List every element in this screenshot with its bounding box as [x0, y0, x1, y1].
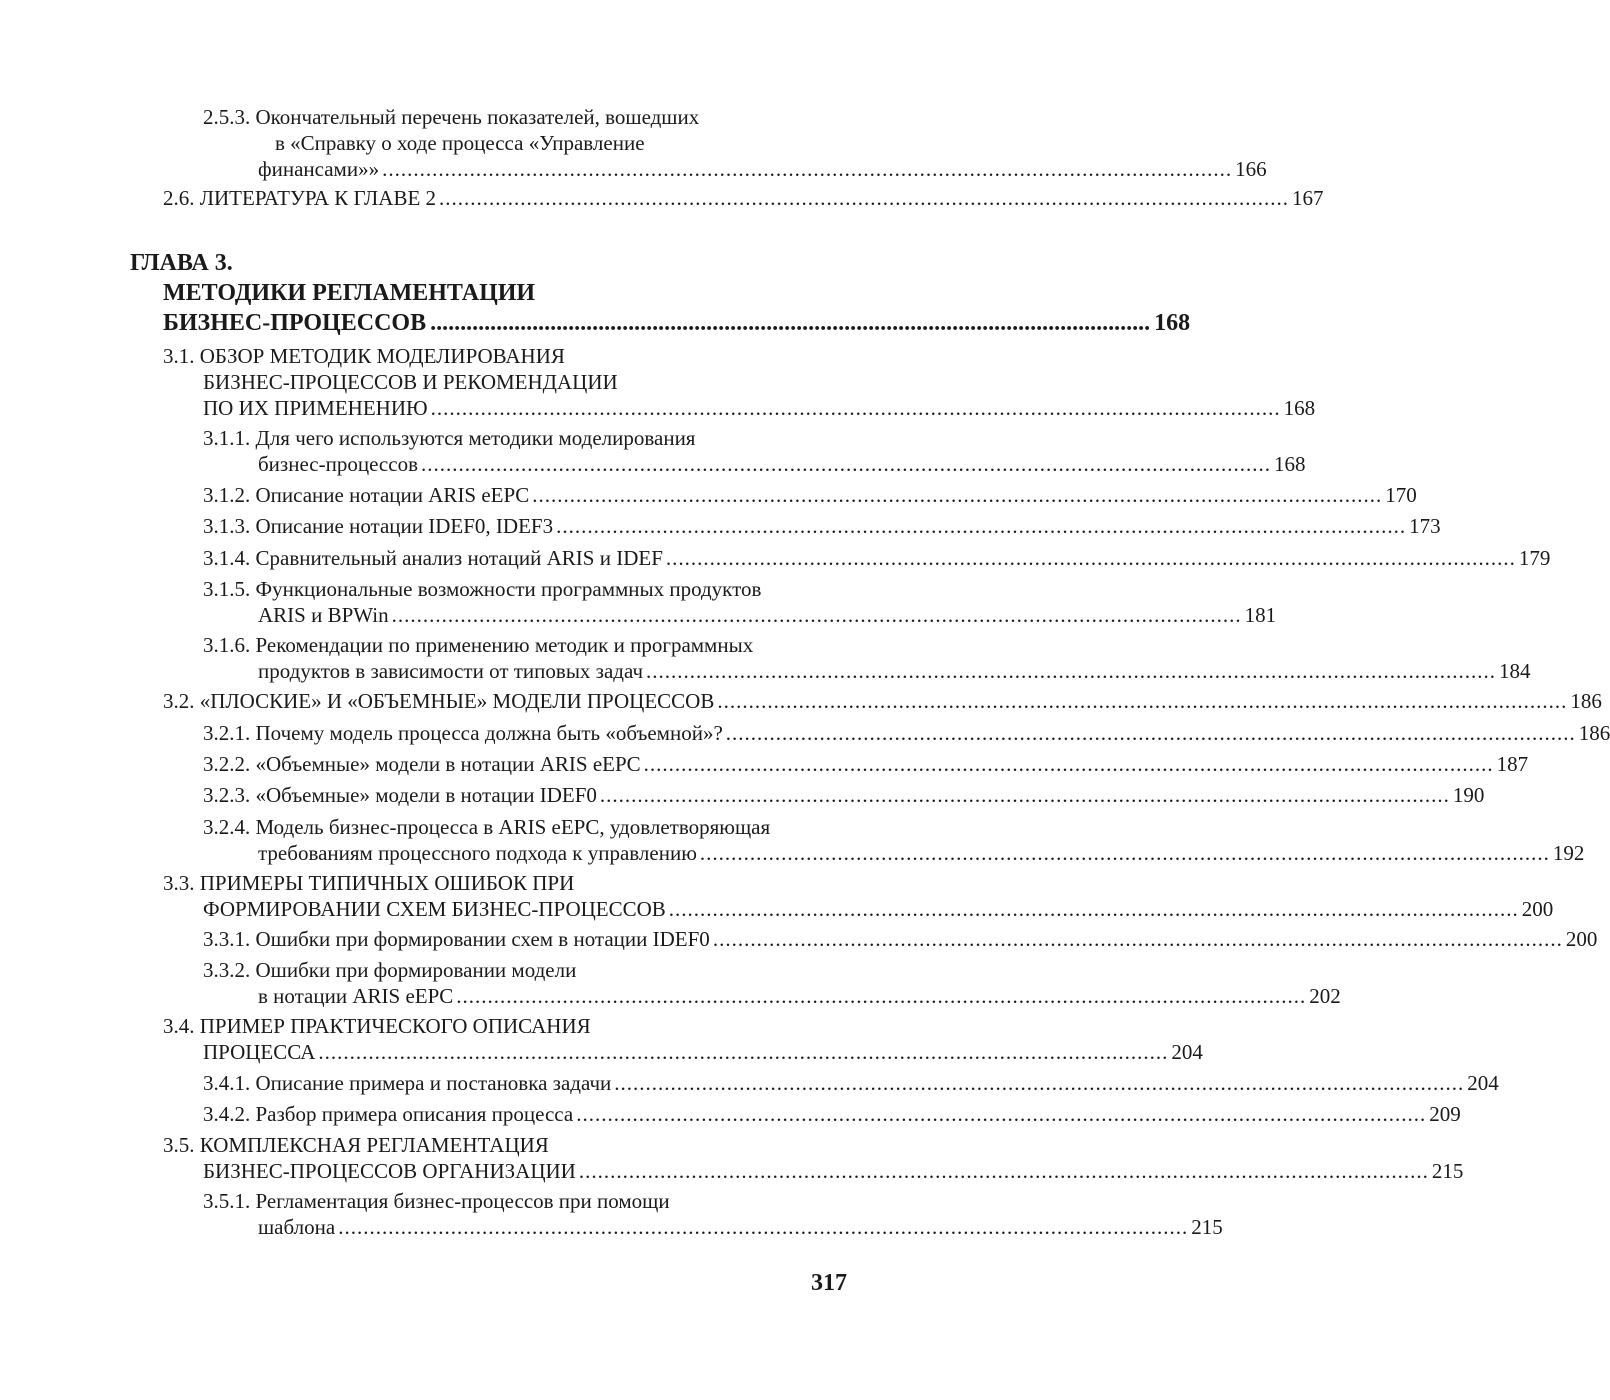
dot-leader: ........................................................................................................................................: [712, 927, 1563, 951]
toc-entry-3-2-4: [203, 814, 1585, 866]
toc-entry-3-1-3: [203, 513, 1441, 539]
toc-page-number: 186: [1578, 721, 1610, 745]
toc-number: 3.1.3.: [203, 514, 251, 538]
toc-title-line: КОМПЛЕКСНАЯ РЕГЛАМЕНТАЦИЯ: [199, 1133, 549, 1157]
toc-entry-3-3-2: [203, 957, 1341, 1009]
toc-entry-3-4-1: [203, 1070, 1499, 1096]
toc-entry-3-2-3: [203, 782, 1485, 808]
dot-leader: ........................................................................................................................................: [532, 483, 1383, 507]
toc-page-number: 168: [1283, 396, 1316, 420]
toc-title-line: Сравнительный анализ нотаций ARIS и IDEF: [255, 546, 663, 570]
toc-number: 2.6.: [163, 186, 195, 210]
toc-entry-3-1-5: [203, 576, 1277, 628]
toc-page-number: 184: [1499, 659, 1531, 683]
toc-title-line: шаблона: [258, 1215, 336, 1239]
toc-title-line: продуктов в зависимости от типовых задач: [258, 659, 644, 683]
toc-page-number: 173: [1409, 514, 1441, 538]
toc-entry-3-2-1: [203, 720, 1610, 746]
dot-leader: ........................................................................................................................................: [643, 752, 1494, 776]
toc-title-line: ОБЗОР МЕТОДИК МОДЕЛИРОВАНИЯ: [199, 344, 565, 368]
toc-number: 3.3.2.: [203, 958, 251, 982]
toc-number: 3.1.1.: [203, 426, 251, 450]
toc-entry-3-1-4: [203, 545, 1551, 571]
toc-number: 3.1.4.: [203, 546, 251, 570]
toc-title-line: финансами»»: [258, 157, 380, 181]
toc-title-line: Ошибки при формировании модели: [255, 958, 577, 982]
toc-title-line: Описание нотации ARIS eEPC: [255, 483, 530, 507]
toc-entry-3-2-2: [203, 751, 1529, 777]
toc-page-number: 168: [1274, 452, 1306, 476]
toc-page-number: 215: [1431, 1159, 1464, 1183]
toc-entry-3-1: [163, 343, 1316, 421]
toc-page-number: 186: [1570, 689, 1602, 713]
dot-leader: ........................................................................................................................................: [665, 546, 1516, 570]
toc-title-line: БИЗНЕС-ПРОЦЕССОВ ОРГАНИЗАЦИИ: [203, 1159, 576, 1183]
toc-number: 3.2.3.: [203, 783, 251, 807]
toc-entry-3-4: [163, 1013, 1203, 1065]
dot-leader: ........................................................................................................................................: [699, 841, 1550, 865]
toc-page-number: 202: [1309, 984, 1341, 1008]
toc-title-line: Описание примера и постановка задачи: [255, 1071, 612, 1095]
dot-leader: ........................................................................................................................................: [668, 897, 1519, 921]
toc-title-line: Для чего используются методики моделирования: [255, 426, 696, 450]
toc-number: 3.1.6.: [203, 633, 251, 657]
toc-entry-3-3-1: [203, 926, 1598, 952]
toc-title-line: в нотации ARIS eEPC: [258, 984, 454, 1008]
toc-page-number: 204: [1171, 1040, 1203, 1064]
toc-page-number: 181: [1244, 603, 1277, 627]
chapter-label: ГЛАВА 3.: [130, 250, 233, 276]
dot-leader: ........................................................................................................................................: [421, 452, 1271, 476]
dot-leader: ........................................................................................................................................: [338, 1215, 1189, 1239]
toc-entry-2-6: [163, 185, 1324, 211]
toc-title-line: Ошибки при формировании схем в нотации IDEF0: [255, 927, 710, 951]
dot-leader: ........................................................................................................................................: [318, 1040, 1169, 1064]
toc-page-number: 179: [1518, 546, 1551, 570]
toc-title-line: «Объемные» модели в нотации IDEF0: [255, 783, 597, 807]
dot-leader: ........................................................................................................................................: [578, 1159, 1429, 1183]
toc-entry-2-5-3: [203, 104, 1267, 182]
dot-leader: ........................................................................................................................................: [599, 783, 1450, 807]
toc-title-line: ПРОЦЕССА: [203, 1040, 316, 1064]
toc-number: 3.1.: [163, 344, 195, 368]
toc-page-number: 204: [1467, 1071, 1499, 1095]
page-number: 317: [811, 1270, 847, 1296]
toc-title-line: ПО ИХ ПРИМЕНЕНИЮ: [203, 396, 428, 420]
dot-leader: ........................................................................................................................................: [556, 514, 1407, 538]
dot-leader: ........................................................................................................................................: [725, 721, 1576, 745]
toc-page-number: 200: [1521, 897, 1554, 921]
chapter-title-line: МЕТОДИКИ РЕГЛАМЕНТАЦИИ: [163, 280, 536, 306]
toc-entry-3-5-1: [203, 1188, 1223, 1240]
toc-entry-3-1-2: [203, 482, 1417, 508]
toc-number: 3.5.: [163, 1133, 195, 1157]
toc-entry-3-1-1: [203, 425, 1306, 477]
toc-title-line: ПРИМЕРЫ ТИПИЧНЫХ ОШИБОК ПРИ: [199, 871, 575, 895]
toc-number: 2.5.3.: [203, 105, 251, 129]
toc-page-number: 167: [1292, 186, 1324, 210]
dot-leader: ........................................................................................................................................: [456, 984, 1307, 1008]
toc-number: 3.3.: [163, 871, 195, 895]
toc-title-line: ЛИТЕРАТУРА К ГЛАВЕ 2: [199, 186, 437, 210]
toc-page-number: 215: [1191, 1215, 1223, 1239]
chapter-heading: [130, 248, 1191, 338]
toc-number: 3.3.1.: [203, 927, 251, 951]
toc-page-number: 200: [1565, 927, 1598, 951]
dot-leader: ........................................................................................................................................: [439, 186, 1290, 210]
toc-title-line: ARIS и BPWin: [258, 603, 389, 627]
dot-leader: ........................................................................................................................................: [382, 157, 1233, 181]
toc-number: 3.4.: [163, 1014, 195, 1038]
dot-leader: ........................................................................................................................................: [391, 603, 1242, 627]
toc-page-number: 187: [1496, 752, 1529, 776]
toc-title-line: Модель бизнес-процесса в ARIS eEPC, удовлетворяющая: [255, 815, 771, 839]
toc-page-number: 170: [1385, 483, 1417, 507]
toc-entry-3-3: [163, 870, 1554, 922]
toc-title-line: ФОРМИРОВАНИИ СХЕМ БИЗНЕС-ПРОЦЕССОВ: [203, 897, 666, 921]
toc-title-line: требованиям процессного подхода к управлению: [258, 841, 697, 865]
dot-leader: ........................................................................................................................................: [576, 1102, 1427, 1126]
toc-entry-3-1-6: [203, 632, 1531, 684]
toc-entry-3-5: [163, 1132, 1464, 1184]
toc-title-line: Разбор примера описания процесса: [255, 1102, 574, 1126]
toc-entry-3-2: [163, 688, 1602, 714]
toc-page-number: 190: [1452, 783, 1485, 807]
dot-leader: ........................................................................................................................................: [614, 1071, 1465, 1095]
toc-number: 3.1.2.: [203, 483, 251, 507]
toc-number: 3.2.: [163, 689, 195, 713]
toc-title-line: Почему модель процесса должна быть «объемной»?: [255, 721, 723, 745]
toc-title-line: Регламентация бизнес-процессов при помощи: [255, 1189, 670, 1213]
toc-title-line: в «Справку о ходе процесса «Управление: [275, 131, 645, 155]
toc-page-number: 209: [1429, 1102, 1461, 1126]
chapter-title-line: БИЗНЕС-ПРОЦЕССОВ: [163, 310, 427, 336]
dot-leader: ........................................................................................................................................: [430, 396, 1281, 420]
toc-number: 3.2.2.: [203, 752, 251, 776]
toc-title-line: ПРИМЕР ПРАКТИЧЕСКОГО ОПИСАНИЯ: [199, 1014, 591, 1038]
toc-page-number: 166: [1235, 157, 1267, 181]
dot-leader: ........................................................................................................................: [430, 310, 1151, 336]
toc-title-line: БИЗНЕС-ПРОЦЕССОВ И РЕКОМЕНДАЦИИ: [203, 370, 618, 394]
toc-number: 3.5.1.: [203, 1189, 251, 1213]
dot-leader: ........................................................................................................................................: [646, 659, 1497, 683]
toc-number: 3.4.2.: [203, 1102, 251, 1126]
toc-title-line: Рекомендации по применению методик и программных: [255, 633, 754, 657]
toc-page-number: 192: [1552, 841, 1585, 865]
toc-entry-3-4-2: [203, 1101, 1461, 1127]
chapter-page-number: 168: [1154, 310, 1191, 336]
toc-title-line: Окончательный перечень показателей, вошедших: [255, 105, 700, 129]
toc-title-line: бизнес-процессов: [258, 452, 418, 476]
toc-number: 3.2.1.: [203, 721, 251, 745]
toc-title-line: Функциональные возможности программных продуктов: [255, 577, 762, 601]
toc-number: 3.1.5.: [203, 577, 251, 601]
toc-title-line: Описание нотации IDEF0, IDEF3: [255, 514, 554, 538]
toc-number: 3.2.4.: [203, 815, 251, 839]
toc-number: 3.4.1.: [203, 1071, 251, 1095]
toc-title-line: «ПЛОСКИЕ» И «ОБЪЕМНЫЕ» МОДЕЛИ ПРОЦЕССОВ: [199, 689, 715, 713]
toc-title-line: «Объемные» модели в нотации ARIS eEPC: [255, 752, 641, 776]
dot-leader: ........................................................................................................................................: [717, 689, 1568, 713]
